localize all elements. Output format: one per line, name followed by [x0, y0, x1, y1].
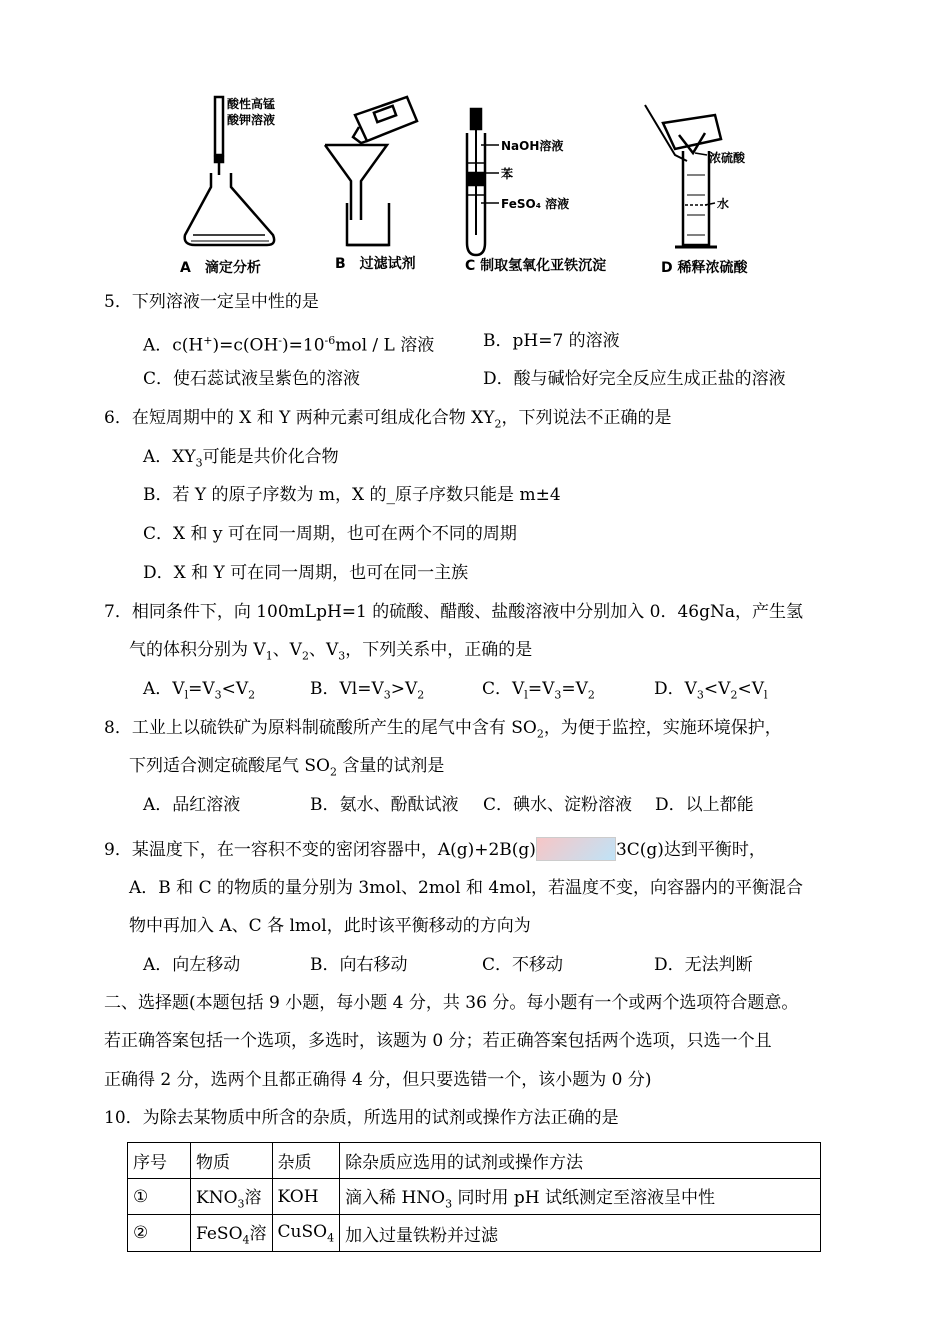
- label-acidic-kmno4-1: 酸性高锰: [227, 97, 276, 111]
- q9-stem-line3: 物中再加入 A、C 各 lmol，此时该平衡移动的方向为: [129, 916, 531, 936]
- label-feso4: FeSO₄ 溶液: [501, 197, 570, 211]
- q10-table: [127, 1142, 821, 1252]
- q8-option-c: C．碘水、淀粉溶液: [483, 795, 633, 815]
- header-impurity: 杂质: [272, 1143, 340, 1179]
- q8-option-a: A．品红溶液: [143, 795, 241, 815]
- q6-option-a: A．$XY_3$可能是共价化合物: [143, 447, 339, 470]
- section2-instructions-line2: 若正确答案包括一个选项，多选时，该题为 0 分；若正确答案包括两个选项，只选一个且: [104, 1031, 772, 1051]
- caption-a: A 滴定分析: [180, 260, 261, 276]
- row2-no: ②: [128, 1215, 191, 1251]
- apparatus-figure: [175, 95, 775, 280]
- q6-option-c: C．X 和 y 可在同一周期，也可在两个不同的周期: [143, 524, 517, 544]
- q5-option-c: C．使石蕊试液呈紫色的溶液: [143, 369, 361, 389]
- q9-option-d: D．无法判断: [654, 955, 753, 975]
- q5-stem: 5．下列溶液一定呈中性的是: [104, 292, 319, 312]
- equilibrium-arrow-image: [536, 837, 616, 861]
- q5-option-b: B．pH=7 的溶液: [483, 331, 620, 351]
- header-substance: 物质: [191, 1143, 273, 1179]
- label-water: 水: [717, 197, 730, 211]
- table-row: [128, 1179, 821, 1215]
- section2-instructions-line1: 二、选择题(本题包括 9 小题，每小题 4 分，共 36 分。每小题有一个或两个选项符合题意。: [104, 993, 799, 1013]
- q8-option-d: D．以上都能: [655, 795, 754, 815]
- q9-option-b: B．向右移动: [310, 955, 408, 975]
- label-acidic-kmno4-2: 酸钾溶液: [227, 113, 276, 127]
- table-header-row: [128, 1143, 821, 1179]
- q9-option-a: A．向左移动: [143, 955, 241, 975]
- row1-impurity: KOH: [272, 1179, 340, 1215]
- section2-instructions-line3: 正确得 2 分，选两个且都正确得 4 分，但只要选错一个，该小题为 0 分): [104, 1070, 652, 1090]
- q5-option-d: D．酸与碱恰好完全反应生成正盐的溶液: [483, 369, 786, 389]
- q6-stem: 6．在短周期中的 X 和 Y 两种元素可组成化合物 $XY_2$，下列说法不正确的是: [104, 408, 672, 431]
- q6-option-b: B．若 Y 的原子序数为 m，X 的_原子序数只能是 m±4: [143, 485, 561, 505]
- row2-impurity: CuSO$_4$: [272, 1215, 340, 1251]
- filtration-drawing: [325, 97, 417, 245]
- q7-stem-line2: 气的体积分别为 $V_1$、$V_2$、$V_3$，下列关系中，正确的是: [129, 640, 533, 663]
- q8-option-b: B．氨水、酚酞试液: [310, 795, 459, 815]
- q10-stem: 10．为除去某物质中所含的杂质，所选用的试剂或操作方法正确的是: [104, 1108, 619, 1128]
- header-no: 序号: [128, 1143, 191, 1179]
- q7-stem-line1: 7．相同条件下，向 100mLpH=1 的硫酸、醋酸、盐酸溶液中分别加入 0．46gNa，产生氢: [104, 602, 803, 622]
- label-conc-acid: 浓硫酸: [709, 151, 746, 165]
- q7-option-c: C．$V_l=V_3=V_2$: [482, 679, 595, 702]
- q7-option-b: B．$Vl=V_3>V_2$: [310, 679, 425, 702]
- caption-b: B 过滤试剂: [335, 256, 416, 272]
- table-row: [128, 1215, 821, 1251]
- test-tube-drawing: [467, 109, 485, 255]
- q8-stem-line1: 8．工业上以硫铁矿为原料制硫酸所产生的尾气中含有 $SO_2$，为便于监控，实施环境保护，: [104, 718, 782, 741]
- label-benzene: 苯: [501, 167, 514, 181]
- cylinder-drawing: [645, 105, 721, 247]
- caption-c: C 制取氢氧化亚铁沉淀: [465, 258, 607, 274]
- q8-stem-line2: 下列适合测定硫酸尾气 $SO_2$ 含量的试剂是: [129, 756, 445, 779]
- q7-option-a: A．$V_l=V_3<V_2$: [143, 679, 256, 702]
- row2-method: 加入过量铁粉并过滤: [340, 1215, 821, 1251]
- header-method: 除杂质应选用的试剂或操作方法: [340, 1143, 821, 1179]
- row1-no: ①: [128, 1179, 191, 1215]
- q7-option-d: D．$V_3<V_2<V_l$: [654, 679, 768, 702]
- row2-substance: FeSO$_4$溶: [191, 1215, 273, 1251]
- caption-d: D 稀释浓硫酸: [661, 260, 748, 276]
- q6-option-d: D．X 和 Y 可在同一周期，也可在同一主族: [143, 563, 469, 583]
- q9-stem-line2: A．B 和 C 的物质的量分别为 3mol、2mol 和 4mol，若温度不变，向容器内的平衡混合: [129, 878, 804, 898]
- q9-stem-line1: 9．某温度下，在一容积不变的密闭容器中，A(g)+2B(g) 3C(g)达到平衡时，: [104, 838, 766, 863]
- row1-substance: $KNO_3$溶: [191, 1179, 273, 1215]
- q5-option-a: A．$c(H^+)=c(OH^-)=10^{-6}mol / L$ 溶液: [143, 334, 435, 356]
- row1-method: 滴入稀 $HNO_3$ 同时用 pH 试纸测定至溶液呈中性: [340, 1179, 821, 1215]
- q9-option-c: C．不移动: [482, 955, 564, 975]
- label-naoh: NaOH溶液: [501, 139, 564, 153]
